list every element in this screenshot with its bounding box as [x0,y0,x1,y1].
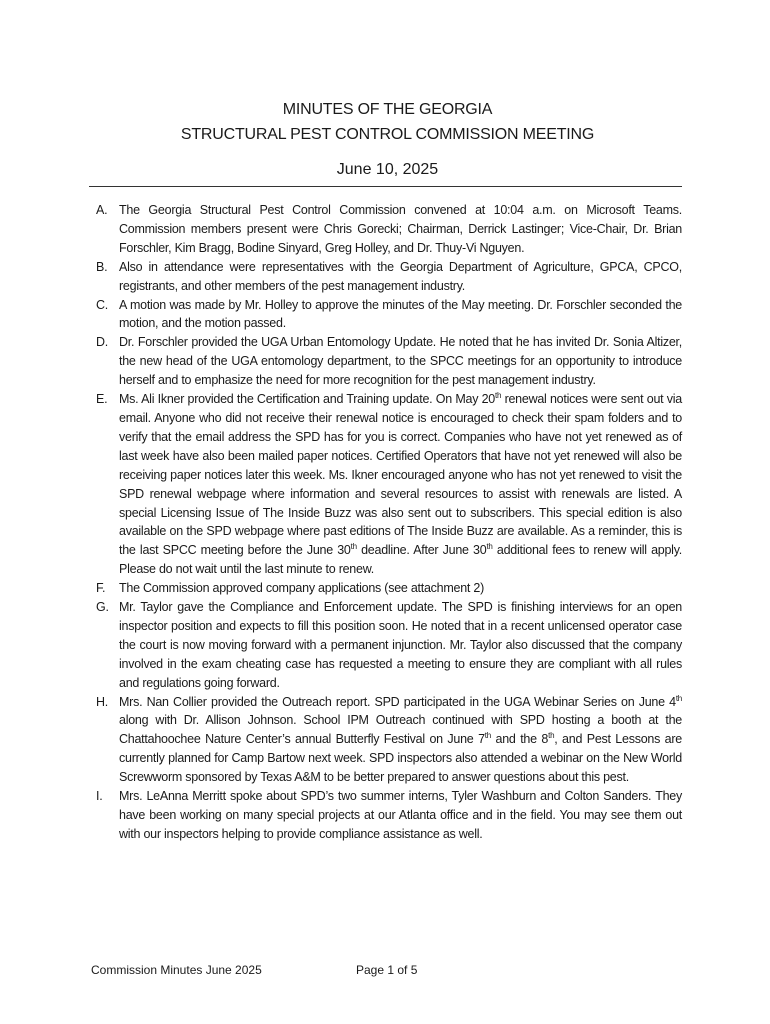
item-text [119,203,682,255]
item-text [119,260,682,293]
text-run: , and Pest Lessons are currently planned for Camp Bartow next week. SPD inspectors also attended a webinar on the New World Screwworm sponsored by Texas A&M to be better prepared to answer questions about this pest. [119,732,682,785]
ordinal-suffix: th [484,731,491,741]
text-run: along with Dr. Allison Johnson. School IPM Outreach continued with SPD hosting a booth at the Chattahoochee Nature Center’s annual Butterfly Festival on June 7 [119,713,682,747]
minutes-item [92,258,682,296]
minutes-item [92,787,682,844]
item-text [119,392,682,576]
item-letter: A. [96,203,108,217]
text-run: Mrs. Nan Collier provided the Outreach report. SPD participated in the UGA Webinar Series on June 4 [119,694,676,709]
item-letter: I. [96,789,103,804]
item-letter: D. [96,335,108,350]
title-line-1: MINUTES OF THE GEORGIA [282,101,493,118]
item-letter: C. [96,297,108,312]
minutes-item [92,598,682,693]
item-text [119,335,682,387]
text-run: A motion was made by Mr. Holley to approve the minutes of the May meeting. Dr. Forschler seconded the motion, and the motion passed. [119,297,682,331]
text-run: The Commission approved company applications (see attachment 2) [119,581,484,596]
text-run: Mrs. LeAnna Merritt spoke about SPD’s two summer interns, Tyler Washburn and Colton Sanders. They have been working on many special projects at our Atlanta office and in the field. You may see them out with our inspectors helping to provide compliance assistance as well. [119,789,682,841]
title-block [90,97,685,180]
minutes-item [92,390,682,579]
item-text [119,298,682,331]
text-run: and the 8 [490,732,549,747]
text-run: renewal notices were sent out via email. Anyone who did not receive their renewal notice is encouraged to check their spam folders and to verify that the email address the SPD has for you is correct. Companies who have not yet renewed as of last week have also been mailed paper notices. Certified Operators that have not yet renewed will also be receiving paper notices later this week. Ms. Ikner encouraged anyone who has not yet renewed to visit the SPD renewal webpage where information and several resources to assist with renewals are listed. A special Licensing Issue of The Inside Buzz was also sent out to subscribers. This special edition is also available on the SPD webpage where past editions of The Inside Buzz are available. As a reminder, this is the last SPCC meeting before the June 30 [119,392,682,558]
meeting-date: June 10, 2025 [336,161,439,178]
ordinal-suffix: th [350,542,357,552]
minutes-list [92,201,682,844]
minutes-item [92,296,682,334]
item-letter: F. [96,581,106,596]
title-line-2: STRUCTURAL PEST CONTROL COMMISSION MEETING [180,126,595,143]
footer-title: Commission Minutes June 2025 [91,963,262,977]
minutes-item [92,201,682,258]
minutes-item [92,579,682,598]
item-text [119,600,682,690]
text-run: The Georgia Structural Pest Control Commission convened at 10:04 a.m. on Microsoft Teams. Commission members present were Chris Gorecki; Chairman, Derrick Lastinger; Vice-Chair, Dr. Brian Forschler, Kim Bragg, Bodine Sinyard, Greg Holley, and Dr. Thuy-Vi Nguyen. [119,203,682,255]
item-letter: B. [96,259,108,274]
item-letter: H. [96,694,108,709]
text-run: Mr. Taylor gave the Compliance and Enforcement update. The SPD is finishing interviews for an open inspector position and expects to fill this position soon. He noted that in a recent unlicensed operator case the court is now moving forward with a permanent injunction. Mr. Taylor also discussed that the company involved in the exam cheating case has requested a meeting to ensure they are compliant with all rules and regulations going forward. [119,600,682,690]
item-text [119,695,682,785]
minutes-item [92,693,682,788]
page-number: Page 1 of 5 [356,963,418,977]
title-divider [89,186,682,187]
item-letter: G. [96,600,109,615]
text-run: Dr. Forschler provided the UGA Urban Entomology Update. He noted that he has invited Dr. Sonia Altizer, the new head of the UGA entomology department, to the SPCC meetings for an opportunity to introduce herself and to emphasize the need for more recognition for the pest management industry. [119,335,682,388]
ordinal-suffix: th [495,390,502,400]
ordinal-suffix: th [486,542,493,552]
ordinal-suffix: th [675,693,682,703]
text-run: Ms. Ali Ikner provided the Certification and Training update. On May 20 [119,392,495,407]
item-text [119,581,484,595]
item-letter: E. [96,392,108,407]
item-text [119,789,682,841]
text-run: Also in attendance were representatives with the Georgia Department of Agriculture, GPCA, CPCO, registrants, and other members of the pest management industry. [119,259,682,293]
ordinal-suffix: th [548,731,555,741]
minutes-item [92,333,682,390]
text-run: deadline. After June 30 [356,543,487,558]
text-run: additional fees to renew will apply. Please do not wait until the last minute to renew. [119,543,682,577]
